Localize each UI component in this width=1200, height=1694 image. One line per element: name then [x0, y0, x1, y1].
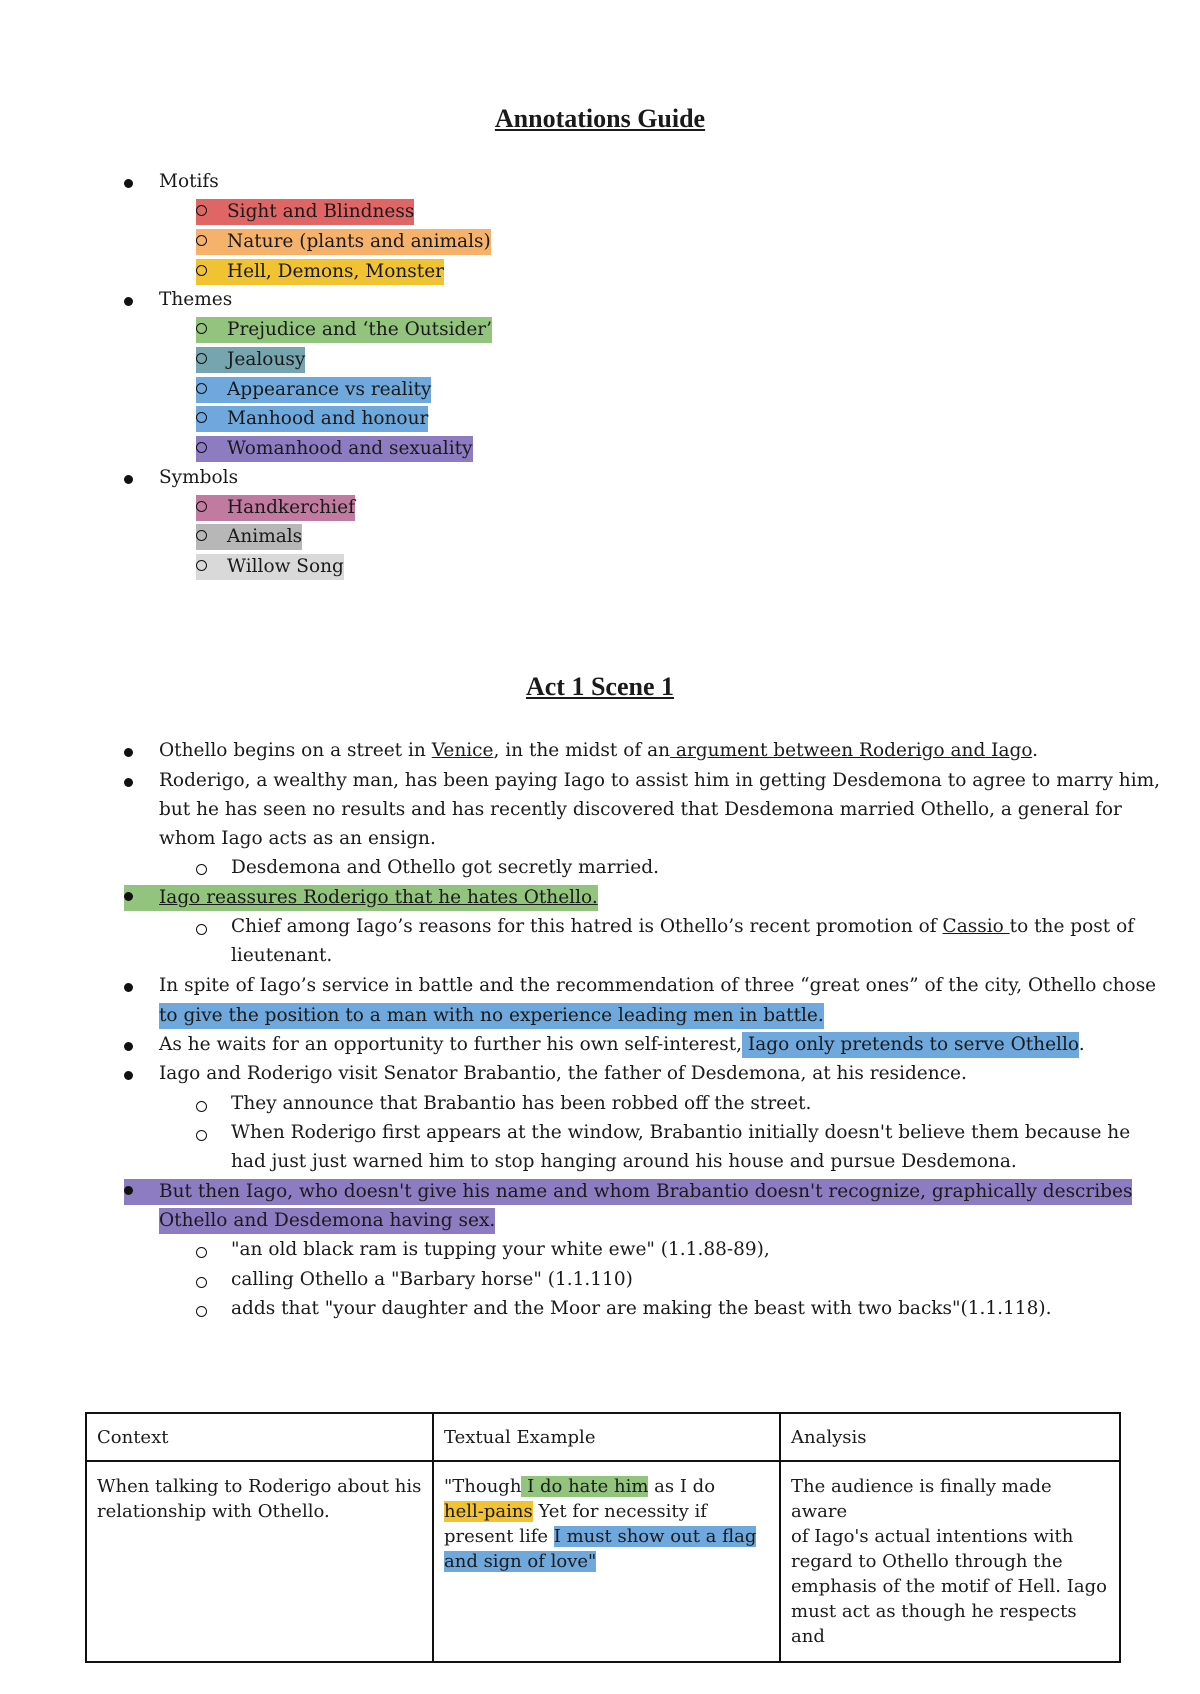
circle-bullet-icon	[196, 383, 207, 394]
table-row	[86, 1461, 1120, 1662]
analysis-table	[85, 1412, 1121, 1663]
circle-bullet-icon	[196, 1130, 207, 1141]
example-cell: "Though I do hate him as I do hell-pains Yet for necessity if present life I must show out a flag and sign of love"	[433, 1461, 780, 1662]
circle-bullet-icon	[196, 323, 207, 334]
bullet-text-highlighted: But then Iago, who doesn't give his name and whom Brabantio doesn't recognize, graphically describes	[124, 1178, 1132, 1206]
bullet-icon	[124, 1186, 133, 1195]
bullet-icon	[124, 179, 133, 188]
circle-bullet-icon	[196, 864, 207, 875]
table-header-cell: Textual Example	[433, 1413, 780, 1461]
quote-item: "an old black ram is tupping your white ewe" (1.1.88-89),	[231, 1239, 770, 1260]
theme-item: Prejudice and ‘the Outsider’	[196, 316, 492, 344]
bullet-icon	[124, 297, 133, 306]
bullet-icon	[124, 475, 133, 484]
bullet-icon	[124, 778, 133, 787]
bullet-text: As he waits for an opportunity to further his own self-interest, Iago only pretends to serve Othello.	[159, 1031, 1085, 1059]
bullet-text-continued: whom Iago acts as an ensign.	[159, 828, 436, 849]
bullet-icon	[124, 1042, 133, 1051]
sub-bullet-text: Desdemona and Othello got secretly married.	[231, 857, 659, 878]
quote-item: calling Othello a "Barbary horse" (1.1.110)	[231, 1269, 633, 1290]
bullet-text-continued: but he has seen no results and has recently discovered that Desdemona married Othello, a general for	[159, 799, 1122, 820]
guide-title: Annotations Guide	[494, 104, 706, 133]
circle-bullet-icon	[196, 353, 207, 364]
themes-label: Themes	[159, 289, 233, 310]
circle-bullet-icon	[196, 1306, 207, 1317]
circle-bullet-icon	[196, 501, 207, 512]
symbol-item: Willow Song	[196, 553, 344, 581]
table-header-row	[86, 1413, 1120, 1461]
table-header-cell: Analysis	[780, 1413, 1120, 1461]
bullet-text: Roderigo, a wealthy man, has been paying Iago to assist him in getting Desdemona to agree to marry him,	[159, 770, 1161, 791]
context-cell: When talking to Roderigo about his relationship with Othello.	[86, 1461, 433, 1662]
theme-item: Womanhood and sexuality	[196, 435, 473, 463]
theme-item: Appearance vs reality	[196, 376, 431, 404]
theme-item: Jealousy	[196, 346, 305, 374]
circle-bullet-icon	[196, 205, 207, 216]
bullet-text: Iago and Roderigo visit Senator Brabantio, the father of Desdemona, at his residence.	[159, 1063, 967, 1084]
bullet-icon	[124, 892, 133, 901]
circle-bullet-icon	[196, 1101, 207, 1112]
bullet-text-continued: Othello and Desdemona having sex.	[159, 1207, 495, 1235]
bullet-text-highlighted: Iago reassures Roderigo that he hates Othello.	[124, 884, 598, 912]
sub-bullet-text-continued: had just just warned him to stop hanging around his house and pursue Desdemona.	[231, 1151, 1017, 1172]
quote-item: adds that "your daughter and the Moor are making the beast with two backs"(1.1.118).	[231, 1298, 1052, 1319]
bullet-icon	[124, 983, 133, 992]
bullet-icon	[124, 748, 133, 757]
sub-bullet-text-continued: lieutenant.	[231, 945, 333, 966]
theme-item: Manhood and honour	[196, 405, 428, 433]
circle-bullet-icon	[196, 265, 207, 276]
bullet-icon	[124, 1071, 133, 1080]
sub-bullet-text: They announce that Brabantio has been robbed off the street.	[231, 1093, 812, 1114]
circle-bullet-icon	[196, 1247, 207, 1258]
bullet-text: Othello begins on a street in Venice, in the midst of an argument between Roderigo and Iago.	[159, 740, 1039, 761]
circle-bullet-icon	[196, 530, 207, 541]
circle-bullet-icon	[196, 442, 207, 453]
sub-bullet-text: When Roderigo first appears at the window, Brabantio initially doesn't believe them because he	[231, 1122, 1131, 1143]
motif-item: Nature (plants and animals)	[196, 228, 491, 256]
motif-item: Sight and Blindness	[196, 198, 414, 226]
circle-bullet-icon	[196, 412, 207, 423]
symbol-item: Animals	[196, 523, 302, 551]
scene-title: Act 1 Scene 1	[525, 672, 674, 701]
circle-bullet-icon	[196, 560, 207, 571]
symbols-label: Symbols	[159, 467, 239, 488]
symbol-item: Handkerchief	[196, 494, 355, 522]
motifs-label: Motifs	[159, 171, 219, 192]
analysis-cell: The audience is finally made aware of Iago's actual intentions with regard to Othello through the emphasis of the motif of Hell. Iago must act as though he respects and	[780, 1461, 1120, 1662]
sub-bullet-text: Chief among Iago’s reasons for this hatred is Othello’s recent promotion of Cassio to the post of	[231, 916, 1135, 937]
table-header-cell: Context	[86, 1413, 433, 1461]
circle-bullet-icon	[196, 1277, 207, 1288]
circle-bullet-icon	[196, 924, 207, 935]
circle-bullet-icon	[196, 235, 207, 246]
bullet-text-continued: to give the position to a man with no experience leading men in battle.	[159, 1002, 824, 1030]
bullet-text: In spite of Iago’s service in battle and the recommendation of three “great ones” of the city, Othello chose	[159, 975, 1157, 996]
motif-item: Hell, Demons, Monster	[196, 258, 444, 286]
